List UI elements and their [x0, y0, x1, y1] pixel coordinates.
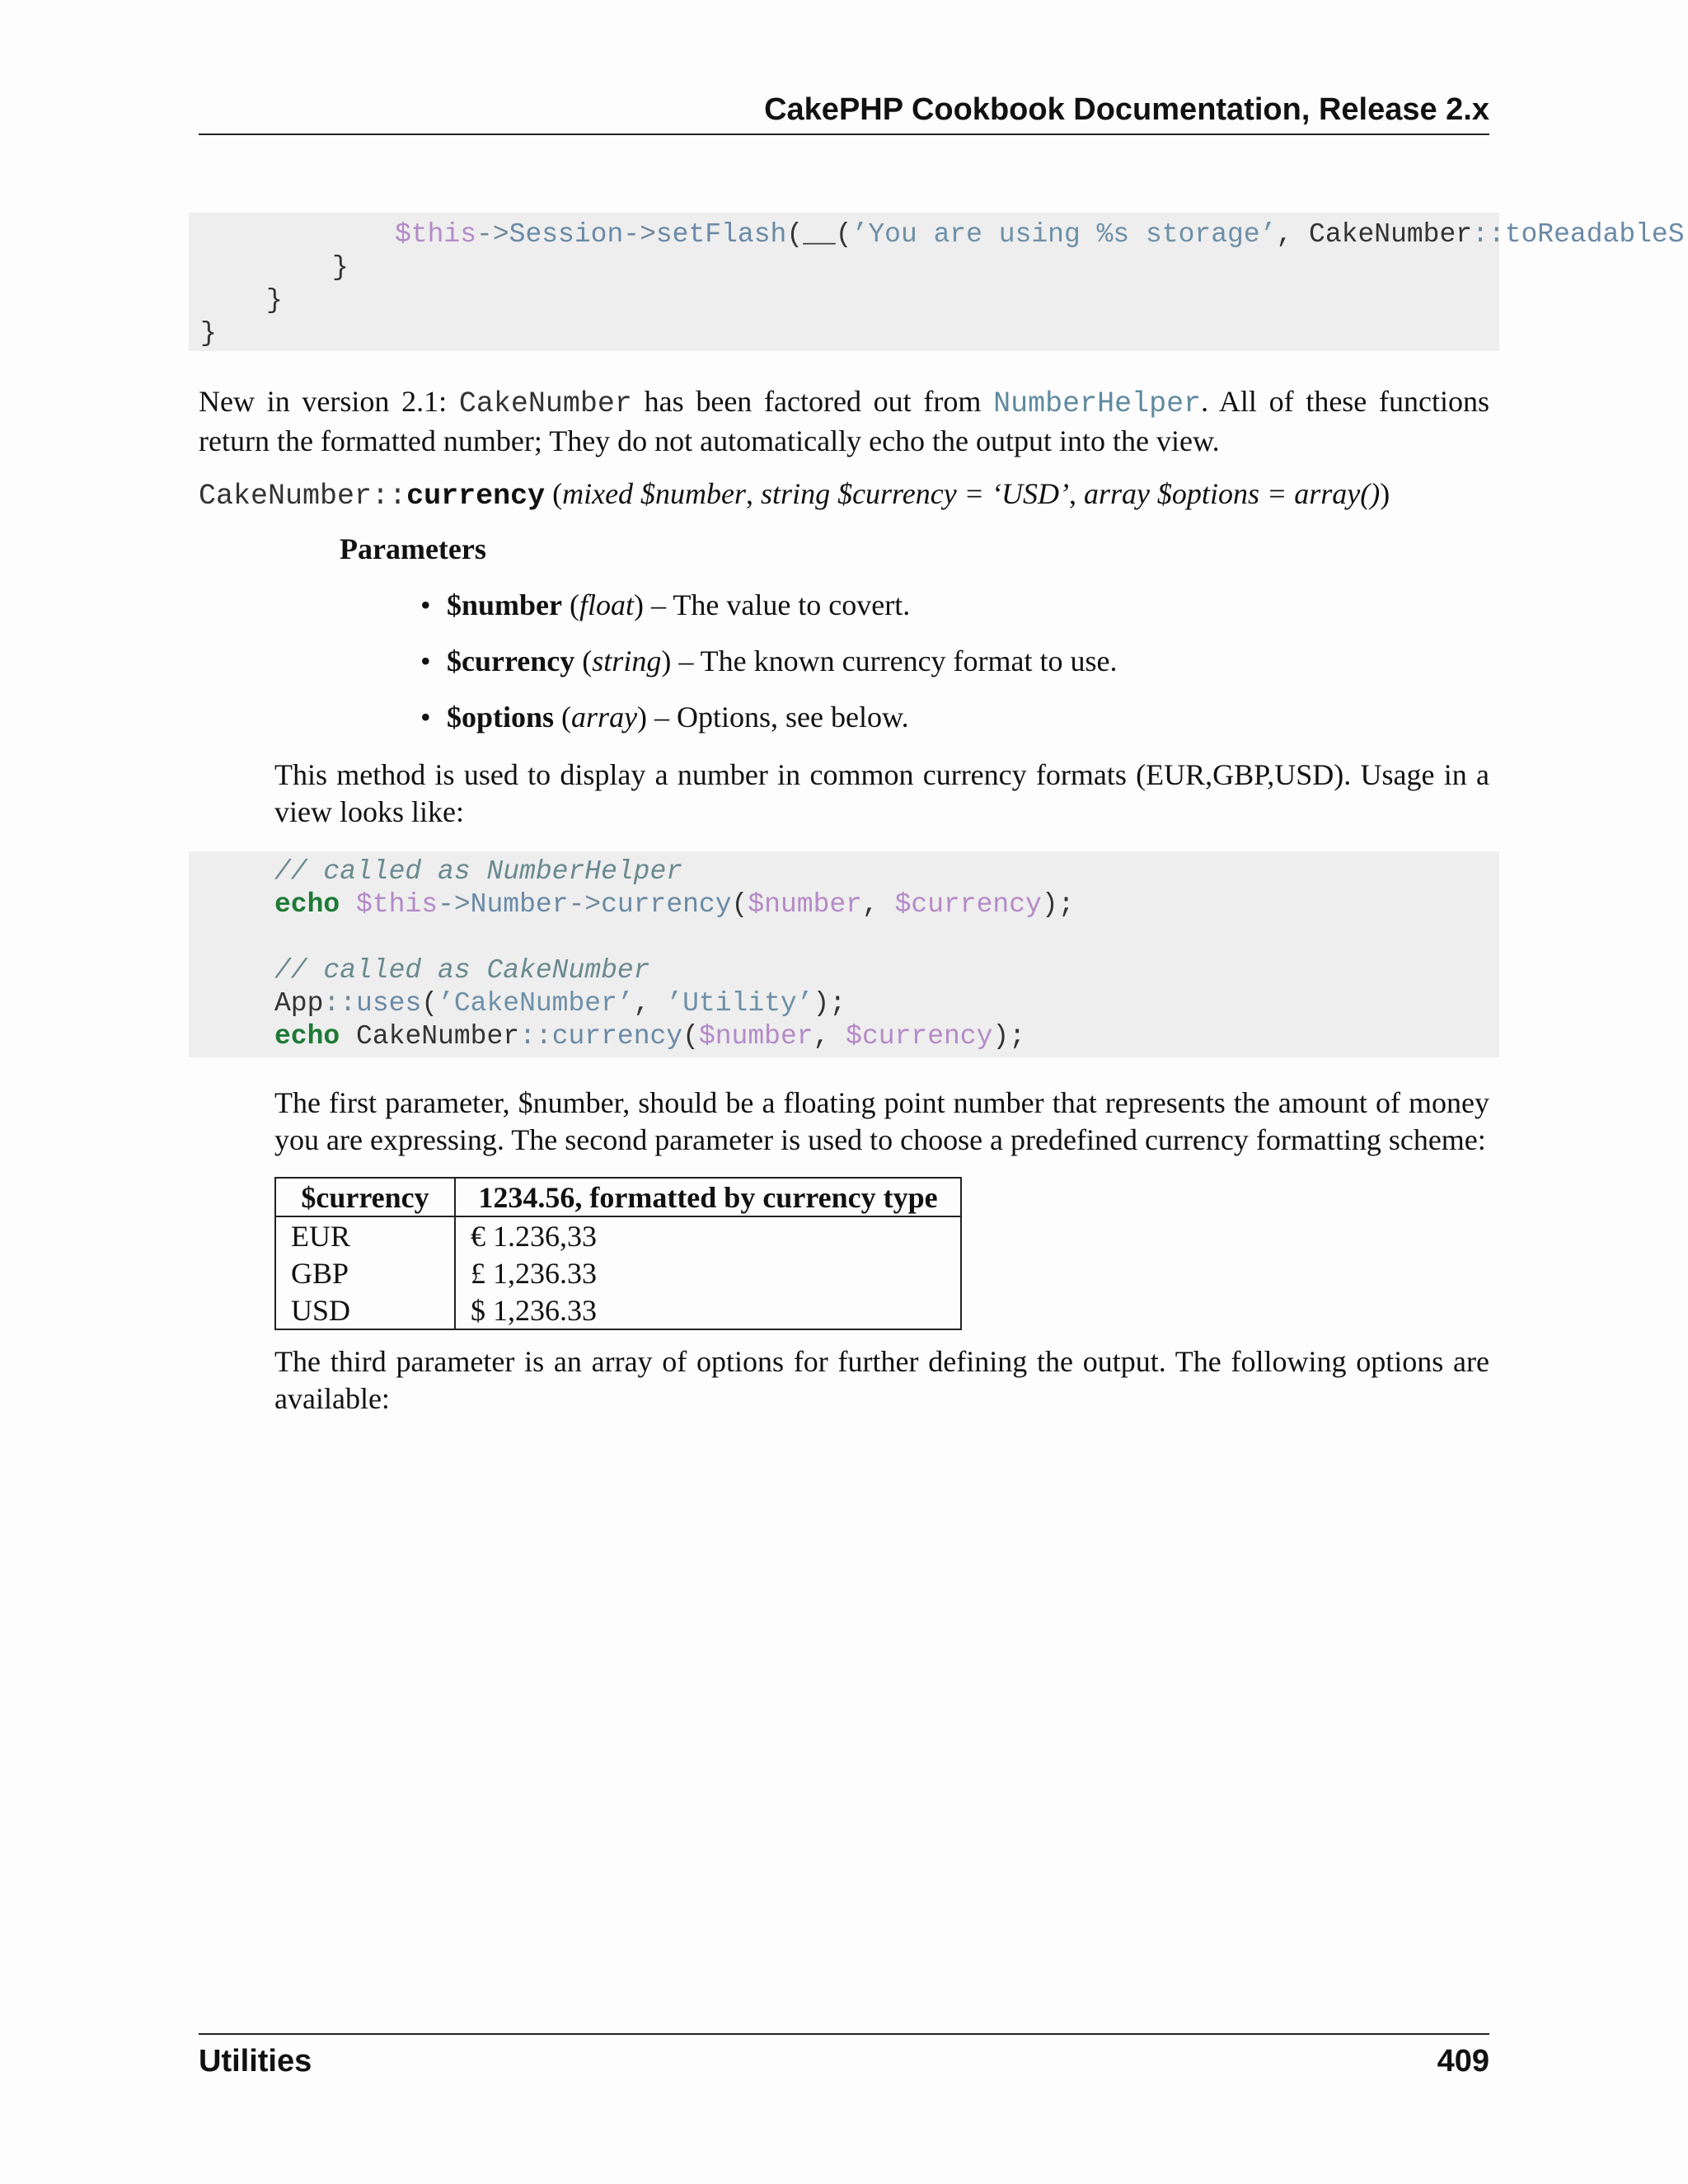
signature-sep: , — [746, 477, 762, 510]
page-number: 409 — [1437, 2044, 1489, 2079]
code-token: ); — [992, 1021, 1026, 1052]
param-name: $options — [447, 701, 555, 733]
description-paragraph: The first parameter, $number, should be a floating point number that represents the amount of money you are expressing. The second parameter is used to choose a predefined currency formatting scheme: — [274, 1086, 1489, 1156]
currency-format-table — [274, 1177, 962, 1330]
param-type: array — [571, 701, 638, 733]
description-paragraph: This method is used to display a number in common currency formats (EUR,GBP,USD). Usage in a view looks like: — [274, 758, 1489, 828]
table-row — [275, 1254, 961, 1291]
param-desc: ) – The known currency format to use. — [661, 644, 1118, 677]
table-header-cell: $currency — [275, 1178, 455, 1216]
signature-paren: ( — [545, 477, 563, 510]
code-token: Session — [509, 219, 624, 250]
code-token: uses — [356, 988, 422, 1019]
bullet-icon: • — [420, 644, 431, 677]
signature-class: CakeNumber — [199, 480, 373, 513]
param-item — [420, 700, 909, 734]
code-token: $currency — [894, 889, 1042, 920]
code-token: __ — [803, 219, 836, 250]
code-token: App — [274, 988, 324, 1019]
code-token: -> — [476, 219, 509, 250]
footer-section-name: Utilities — [199, 2044, 312, 2079]
class-name-inline: CakeNumber — [458, 387, 632, 420]
code-token: $this — [356, 889, 438, 920]
code-token: , — [861, 889, 895, 920]
param-item — [420, 644, 1118, 678]
description-paragraph: The third parameter is an array of options for further defining the output. The following options are available: — [274, 1345, 1489, 1415]
code-token — [340, 1021, 356, 1052]
code-token: ’You are using %s storage’ — [851, 219, 1277, 250]
code-token: $this — [395, 219, 477, 250]
parameters-heading: Parameters — [340, 532, 486, 565]
param-type: string — [592, 644, 662, 677]
signature-arg: mixed $number — [562, 477, 747, 510]
signature-arg: string $currency = ‘USD’ — [761, 477, 1069, 510]
footer-rule — [199, 2033, 1489, 2035]
running-header-title: CakePHP Cookbook Documentation, Release 2.x — [764, 92, 1489, 127]
code-token: ( — [682, 1021, 699, 1052]
param-name: $number — [447, 588, 563, 621]
table-row — [275, 1291, 961, 1329]
code-token: :: — [323, 988, 357, 1019]
code-token — [340, 889, 356, 920]
code-token: echo — [274, 1021, 340, 1052]
code-block-session — [189, 213, 1685, 351]
code-token: echo — [274, 889, 340, 920]
header-rule — [199, 134, 1489, 135]
code-line — [274, 888, 1074, 921]
code-comment: // called as CakeNumber — [274, 955, 650, 986]
signature-paren: ) — [1380, 477, 1390, 510]
code-line: } — [266, 285, 283, 316]
code-token: -> — [438, 889, 471, 920]
code-token: $number — [698, 1021, 814, 1052]
signature-separator: :: — [372, 480, 407, 513]
code-token: , — [1276, 219, 1310, 250]
code-line — [395, 218, 1685, 251]
code-token: CakeNumber — [1309, 219, 1473, 250]
code-token: ( — [835, 219, 852, 250]
code-token: ( — [731, 889, 748, 920]
bullet-icon: • — [420, 701, 431, 733]
code-token: currency — [601, 889, 732, 920]
bullet-icon: • — [420, 588, 431, 621]
code-token: ); — [1041, 889, 1075, 920]
table-header-cell: 1234.56, formatted by currency type — [455, 1178, 961, 1216]
intro-paragraph — [199, 383, 1489, 460]
code-token: -> — [568, 889, 602, 920]
code-token: , — [633, 988, 667, 1019]
code-token: ’Utility’ — [666, 988, 814, 1019]
code-token: CakeNumber — [356, 1021, 520, 1052]
code-token: setFlash — [655, 219, 787, 250]
table-cell: € 1.236,33 — [471, 1219, 597, 1253]
intro-text: has been factored out from — [631, 385, 994, 418]
param-paren: ( — [554, 701, 572, 733]
code-token: :: — [519, 1021, 552, 1052]
code-token: ( — [786, 219, 804, 250]
code-token: ( — [421, 988, 438, 1019]
param-paren: ( — [562, 588, 580, 621]
table-cell: $ 1,236.33 — [471, 1293, 597, 1327]
param-desc: ) – The value to covert. — [634, 588, 911, 621]
code-token: ); — [813, 988, 846, 1019]
code-token: :: — [1472, 219, 1505, 250]
numberhelper-link[interactable]: NumberHelper — [993, 387, 1202, 420]
code-line — [274, 987, 846, 1020]
code-token: $number — [748, 889, 862, 920]
method-signature — [199, 476, 1390, 513]
param-name: $currency — [447, 644, 575, 677]
code-line: } — [332, 252, 349, 283]
intro-text: New in version 2.1: — [199, 385, 459, 418]
code-token: ’CakeNumber’ — [438, 988, 634, 1019]
code-token: currency — [551, 1021, 683, 1052]
code-comment: // called as NumberHelper — [274, 856, 683, 887]
code-block-currency-usage — [189, 851, 1499, 1057]
signature-sep: , — [1068, 477, 1084, 510]
code-token: toReadableS — [1504, 219, 1685, 250]
table-cell: £ 1,236.33 — [471, 1256, 597, 1290]
code-line — [274, 1020, 1025, 1053]
intro-text: . All of these functions return the formatted number; They do not automatically echo the output into the view. — [199, 385, 1489, 457]
signature-method: currency — [406, 480, 546, 513]
table-row — [275, 1216, 961, 1254]
param-paren: ( — [574, 644, 593, 677]
code-token: -> — [623, 219, 656, 250]
code-token: , — [813, 1021, 846, 1052]
param-type: float — [579, 588, 635, 621]
code-token: $currency — [846, 1021, 993, 1052]
code-line: } — [200, 318, 217, 349]
param-desc: ) – Options, see below. — [637, 701, 909, 733]
table-cell: USD — [275, 1291, 455, 1329]
table-cell: EUR — [275, 1216, 455, 1254]
table-header-row — [275, 1178, 961, 1216]
signature-arg: array $options = array() — [1083, 477, 1381, 510]
table-cell: GBP — [275, 1254, 455, 1291]
code-token: Number — [470, 889, 569, 920]
param-item — [420, 588, 910, 622]
